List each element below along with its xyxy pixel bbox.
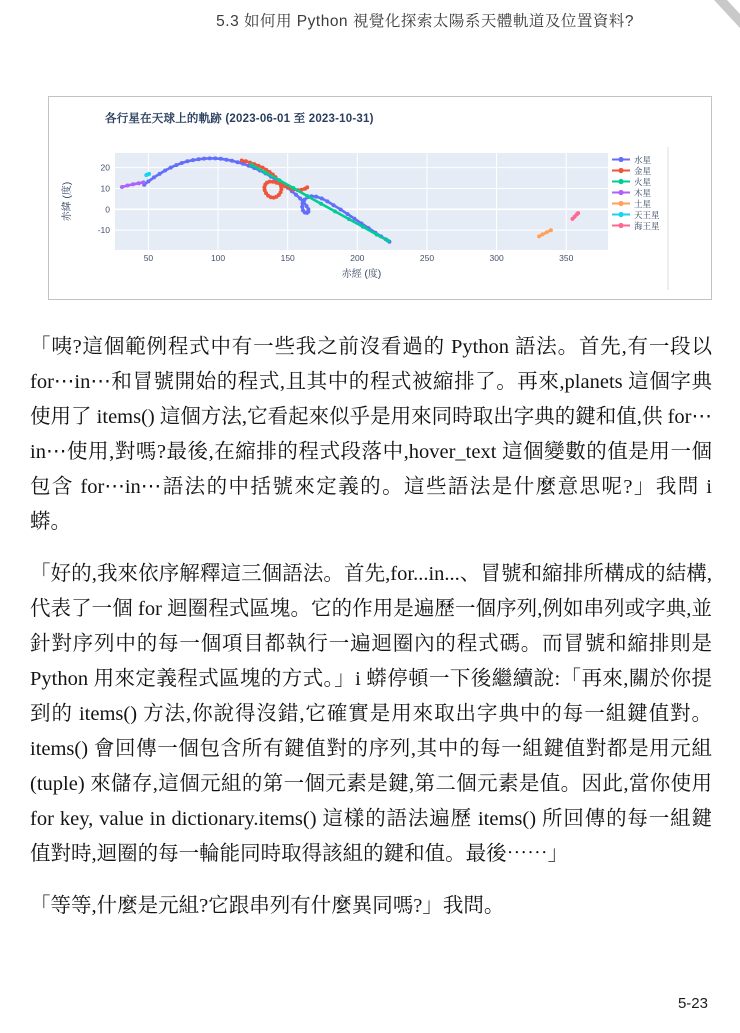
- corner-fold-icon: [650, 0, 740, 90]
- marker-mars: [250, 163, 254, 167]
- marker-venus: [244, 159, 248, 163]
- marker-mercury: [185, 159, 189, 163]
- marker-mercury: [314, 195, 318, 199]
- legend-item-jupiter: [612, 187, 660, 198]
- marker-jupiter: [126, 184, 130, 188]
- x-tick-label: 100: [210, 253, 226, 263]
- marker-mercury: [300, 205, 304, 209]
- chart-figure: [48, 96, 712, 300]
- marker-mars: [361, 225, 365, 229]
- marker-mercury: [302, 198, 306, 202]
- legend-item-venus: [612, 165, 660, 176]
- body-text: [30, 330, 712, 941]
- marker-mars: [319, 202, 323, 206]
- legend-item-mars: [612, 176, 660, 187]
- y-tick-label: 10: [100, 183, 110, 194]
- marker-mercury: [180, 161, 184, 165]
- marker-mercury: [158, 172, 162, 176]
- marker-mercury: [294, 193, 298, 197]
- marker-mars: [347, 217, 351, 221]
- legend-item-neptune: [612, 220, 660, 231]
- paragraph: 「咦?這個範例程式中有一些我之前沒看過的 Python 語法。首先,有一段以 for⋯in⋯和冒號開始的程式,且其中的程式被縮排了。再來,planets 這個字典使用了 items() 這個方法,它看起來似乎是用來同時取出字典的鍵和值,供 for⋯in⋯使用,對嗎?最後,在縮排的程式段落中,hover_text 這個變數的值是用一個包含 for⋯in⋯語法的中括號來定義的。這些語法是什麼意思呢?」我問 i 蟒。: [30, 336, 712, 533]
- marker-venus: [240, 159, 244, 163]
- marker-mercury: [320, 197, 324, 201]
- marker-venus: [271, 180, 275, 184]
- y-tick-label: 20: [100, 162, 110, 173]
- legend-label: 木星: [634, 187, 652, 198]
- marker-mercury: [224, 158, 228, 162]
- legend-label: 土星: [634, 198, 652, 209]
- legend-swatch: [612, 177, 630, 186]
- marker-mercury: [174, 163, 178, 167]
- marker-mercury: [301, 208, 305, 212]
- marker-mercury: [152, 175, 156, 179]
- marker-saturn: [549, 228, 553, 232]
- marker-mercury: [146, 179, 150, 183]
- marker-jupiter: [142, 180, 146, 184]
- marker-mercury: [208, 156, 212, 160]
- legend-swatch: [612, 155, 630, 164]
- marker-mercury: [230, 159, 234, 163]
- marker-mercury: [213, 156, 217, 160]
- marker-mercury: [339, 208, 343, 212]
- marker-jupiter: [131, 182, 135, 186]
- page-corner-decoration: [650, 0, 740, 90]
- marker-mercury: [202, 157, 206, 161]
- legend-label: 火星: [634, 176, 652, 187]
- x-tick-label: 300: [489, 253, 504, 263]
- marker-mercury: [332, 203, 336, 207]
- legend-label: 天王星: [634, 209, 660, 220]
- marker-mercury: [301, 201, 305, 205]
- marker-mars: [333, 209, 337, 213]
- legend-swatch: [612, 221, 630, 230]
- x-tick-label: 200: [350, 253, 365, 263]
- marker-mars: [375, 233, 379, 237]
- legend-item-mercury: [612, 154, 660, 165]
- legend-label: 水星: [634, 154, 652, 165]
- marker-mercury: [169, 166, 173, 170]
- marker-jupiter: [120, 185, 124, 189]
- marker-mars: [263, 171, 267, 175]
- y-tick-label: -10: [97, 225, 110, 236]
- chapter-header: 5.3 如何用 Python 視覺化探索太陽系天體軌道及位置資料?: [216, 13, 634, 30]
- x-axis-label: 赤經 (度): [341, 269, 382, 280]
- marker-mercury: [191, 158, 195, 162]
- chart-title: 各行星在天球上的軌跡 (2023-06-01 至 2023-10-31): [105, 113, 374, 125]
- y-axis-label: 赤緯 (度): [62, 181, 73, 222]
- marker-venus: [305, 185, 309, 189]
- marker-mercury: [298, 197, 302, 201]
- marker-mars: [291, 186, 295, 190]
- legend-swatch: [612, 188, 630, 197]
- marker-mercury: [197, 157, 201, 161]
- y-tick-label: 0: [105, 204, 110, 215]
- legend-label: 海王星: [634, 220, 660, 231]
- marker-jupiter: [137, 181, 141, 185]
- marker-mercury: [325, 199, 329, 203]
- marker-mercury: [236, 160, 240, 164]
- marker-mars: [277, 178, 281, 182]
- legend-swatch: [612, 210, 630, 219]
- marker-mars: [386, 239, 390, 243]
- legend-label: 金星: [634, 165, 652, 176]
- x-tick-label: 250: [419, 253, 435, 263]
- marker-mercury: [346, 212, 350, 216]
- marker-saturn: [537, 234, 541, 238]
- marker-saturn: [541, 232, 545, 236]
- marker-neptune: [576, 211, 580, 215]
- marker-saturn: [545, 230, 549, 234]
- legend-swatch: [612, 166, 630, 175]
- paragraph: 「好的,我來依序解釋這三個語法。首先,for...in...、冒號和縮排所構成的結構,代表了一個 for 迴圈程式區塊。它的作用是遍歷一個序列,例如串列或字典,並針對序列中的每一個項目都執行一遍迴圈內的程式碼。而冒號和縮排則是 Python 用來定義程式區塊的方式。」i 蟒停頓一下後繼續說:「再來,關於你提到的 items() 方法,你說得沒錯,它確實是用來取出字典中的每一組鍵值對。items() 會回傳一個包含所有鍵值對的序列,其中的每一組鍵值對都是用元組 (tuple) 來儲存,這個元組的第一個元素是鍵,第二個元素是值。因此,當你使用 for key, value in dictionary.items() 這樣的語法遍歷 items() 所回傳的每一組鍵值對時,迴圈的每一輪能同時取得該組的鍵和值。最後⋯⋯」: [30, 563, 712, 865]
- chart-legend: [612, 154, 660, 231]
- x-tick-label: 350: [559, 253, 574, 263]
- marker-mars: [305, 194, 309, 198]
- x-tick-label: 50: [143, 253, 154, 263]
- x-tick-label: 150: [280, 253, 295, 263]
- legend-swatch: [612, 199, 630, 208]
- marker-mercury: [219, 157, 223, 161]
- marker-uranus: [147, 172, 151, 176]
- legend-item-uranus: [612, 209, 660, 220]
- page-number: 5-23: [677, 995, 708, 1012]
- legend-item-saturn: [612, 198, 660, 209]
- paragraph: 「等等,什麼是元組?它跟串列有什麼異同嗎?」我問。: [30, 895, 505, 917]
- marker-mercury: [163, 169, 167, 173]
